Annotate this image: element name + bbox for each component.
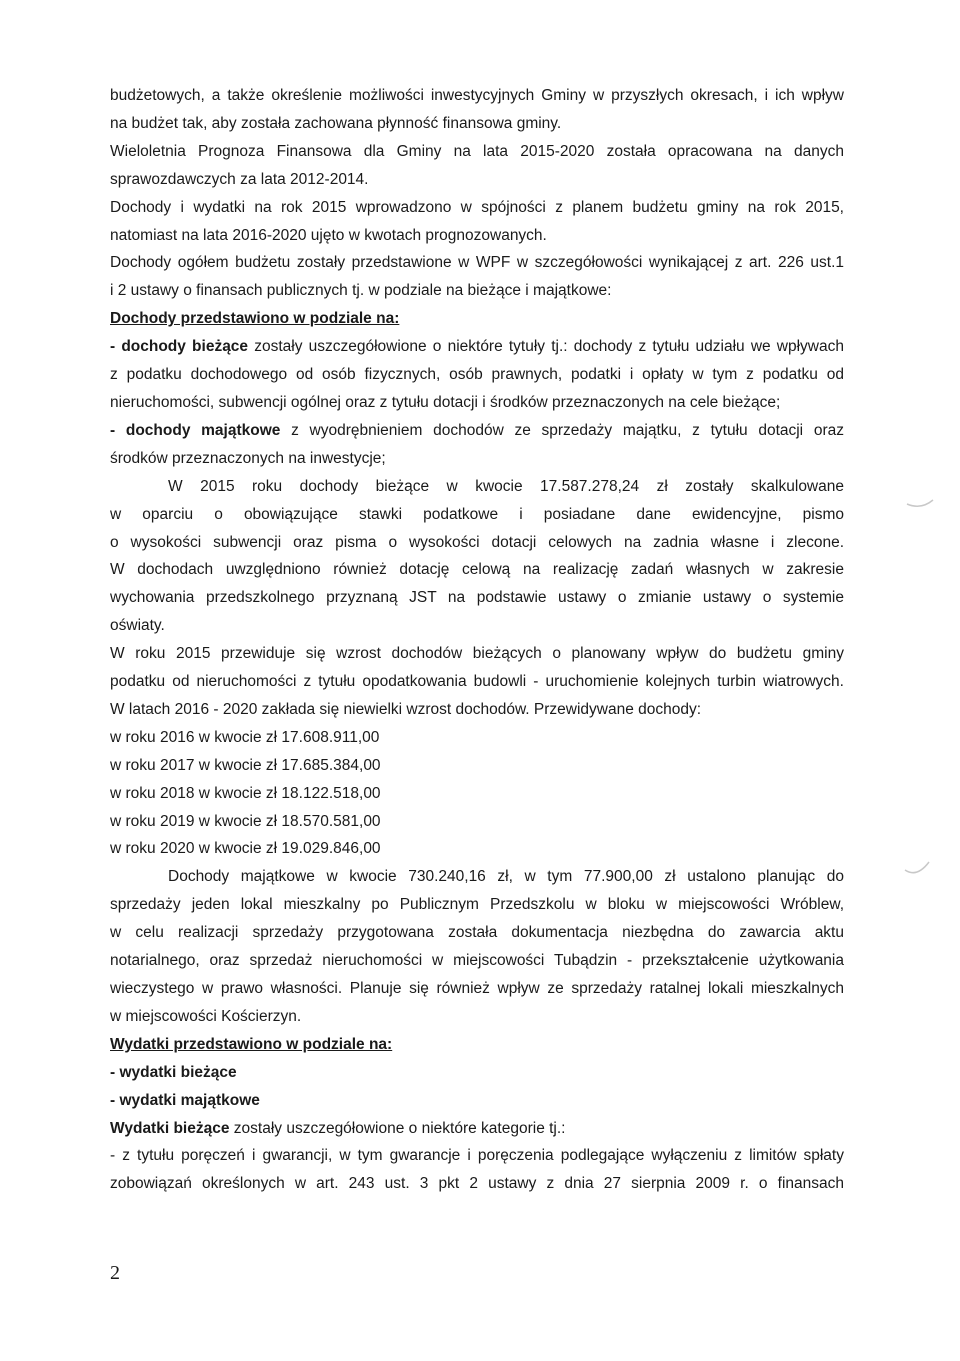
forecast-item: w roku 2016 w kwocie zł 17.608.911,00	[110, 728, 380, 746]
text-line: Dochody majątkowe w kwocie 730.240,16 zł, w tym 77.900,00 zł ustalono planując do	[168, 868, 844, 886]
text-line: - z tytułu poręczeń i gwarancji, w tym gwarancje i poręczenia podlegające wyłączeniu z limitów spłaty	[110, 1147, 844, 1165]
scan-mark	[903, 856, 933, 886]
expense-item: - wydatki majątkowe	[110, 1091, 260, 1109]
text-line: środków przeznaczonych na inwestycje;	[110, 449, 386, 467]
text-line: budżetowych, a także określenie możliwości inwestycyjnych Gminy w przyszłych okresach, i ich wpływ	[110, 87, 844, 104]
forecast-item: w roku 2019 w kwocie zł 18.570.581,00	[110, 812, 381, 830]
text-line: Wieloletnia Prognoza Finansowa dla Gminy na lata 2015-2020 została opracowana na danych	[110, 142, 844, 160]
text-line: Dochody i wydatki na rok 2015 wprowadzono w spójności z planem budżetu gminy na rok 2015,	[110, 198, 844, 216]
text-fragment: zostały uszczegółowione o niektóre kategorie tj.:	[229, 1119, 566, 1137]
page-number: 2	[110, 1262, 120, 1284]
text-line: i 2 ustawy o finansach publicznych tj. w podziale na bieżące i majątkowe:	[110, 282, 612, 300]
text-line: W dochodach uwzględniono również dotację celową na realizację zadań własnych w zakresie	[110, 561, 844, 579]
text-line: w oparciu o obowiązujące stawki podatkowe i posiadane dane ewidencyjne, pismo	[110, 505, 844, 523]
section-heading-expenses: Wydatki przedstawiono w podziale na:	[110, 1035, 393, 1053]
text-line: sprzedaży jeden lokal mieszkalny po Publicznym Przedszkolu w bloku w miejscowości Wróblew,	[110, 896, 844, 914]
text-line: w celu realizacji sprzedaży przygotowana została dokumentacja niezbędna do zawarcia aktu	[110, 924, 844, 942]
text-line: zobowiązań określonych w art. 243 ust. 3 pkt 2 ustawy z dnia 27 sierpnia 2009 r. o finansach	[110, 1175, 844, 1193]
text-line: W 2015 roku dochody bieżące w kwocie 17.587.278,24 zł zostały skalkulowane	[168, 477, 844, 495]
text-line: wychowania przedszkolnego przyznaną JST na podstawie ustawy o zmianie ustawy o systemie	[110, 589, 844, 607]
current-expenses-line	[110, 1115, 844, 1143]
text-line: Dochody ogółem budżetu zostały przedstawione w WPF w szczegółowości wynikającej z art. 226 ust.1	[110, 254, 844, 272]
forecast-item: w roku 2018 w kwocie zł 18.122.518,00	[110, 784, 381, 802]
text-line: o wysokości subwencji oraz pisma o wysokości dotacji celowych na zadnia własne i zlecone.	[110, 533, 844, 551]
text-fragment: z wyodrębnieniem dochodów ze sprzedaży majątku, z tytułu dotacji oraz	[280, 421, 844, 439]
text-line: z podatku dochodowego od osób fizycznych, osób prawnych, podatki i opłaty w tym z podatku od	[110, 366, 844, 384]
text-line: sprawozdawczych za lata 2012-2014.	[110, 170, 369, 188]
forecast-item: w roku 2017 w kwocie zł 17.685.384,00	[110, 756, 381, 774]
text-line: W latach 2016 - 2020 zakłada się niewielki wzrost dochodów. Przewidywane dochody:	[110, 700, 702, 718]
document-body	[110, 82, 844, 1198]
text-line: w miejscowości Kościerzyn.	[110, 1007, 302, 1025]
capital-income-label: - dochody majątkowe	[110, 421, 281, 439]
text-line: na budżet tak, aby została zachowana płynność finansowa gminy.	[110, 114, 562, 132]
text-line: nieruchomości, subwencji ogólnej oraz z tytułu dotacji i środków przeznaczonych na cele bieżące;	[110, 393, 781, 411]
text-line: wieczystego w prawo własności. Planuje się również wpływ ze sprzedaży ratalnej lokali mieszkalnych	[110, 980, 844, 997]
forecast-item: w roku 2020 w kwocie zł 19.029.846,00	[110, 840, 381, 858]
section-heading-income: Dochody przedstawiono w podziale na:	[110, 310, 400, 328]
text-line: natomiast na lata 2016-2020 ujęto w kwotach prognozowanych.	[110, 226, 547, 244]
scan-mark	[905, 490, 935, 520]
text-line: podatku od nieruchomości z tytułu opodatkowania budowli - uruchomienie kolejnych turbin wiatrowych.	[110, 673, 844, 691]
current-expenses-label: Wydatki bieżące	[110, 1119, 230, 1137]
text-line: oświaty.	[110, 617, 165, 635]
capital-income-line	[110, 417, 844, 445]
current-income-line	[110, 333, 844, 361]
text-fragment: zostały uszczegółowione o niektóre tytuły tj.: dochody z tytułu udziału we wpływach	[248, 338, 844, 356]
text-line: W roku 2015 przewiduje się wzrost dochodów bieżących o planowany wpływ do budżetu gminy	[110, 645, 844, 663]
current-income-label: - dochody bieżące	[110, 338, 249, 356]
expense-item: - wydatki bieżące	[110, 1063, 237, 1081]
text-line: notarialnego, oraz sprzedaż nieruchomości w miejscowości Tubądzin - przekształcenie użytkowania	[110, 952, 844, 970]
